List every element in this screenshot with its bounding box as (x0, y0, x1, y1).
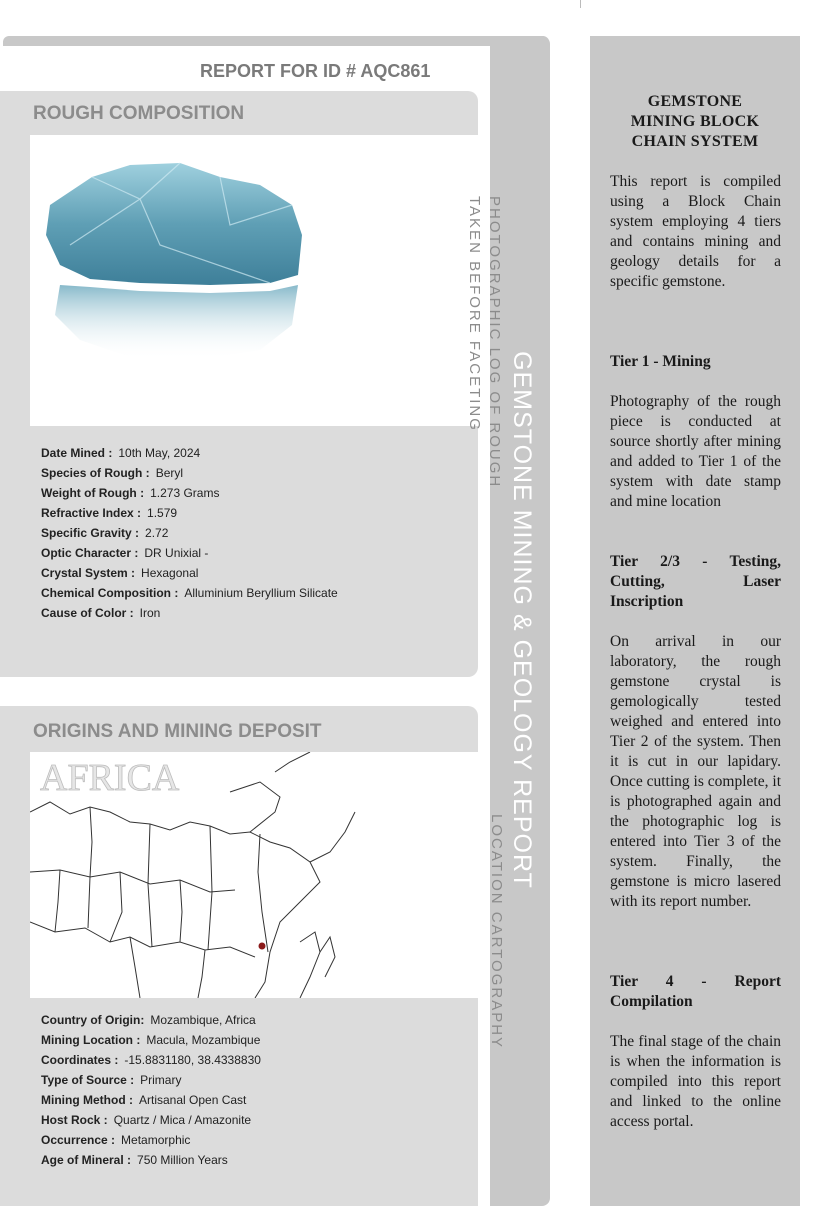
field-label: Cause of Color : (41, 606, 134, 620)
tier4-text: The final stage of the chain is when the information is compiled into this report and linked to the online access portal. (610, 1033, 781, 1130)
field-value: -15.8831180, 38.4338830 (124, 1053, 261, 1067)
field-label: Country of Origin: (41, 1013, 145, 1027)
field-label: Specific Gravity : (41, 526, 140, 540)
field-label: Mining Location : (41, 1033, 141, 1047)
tier23-text: On arrival in our laboratory, the rough gemstone crystal is gemologically tested weighed and entered into Tier 2 of the system. Then it is cut in our lapidary. Once cutting is complete, it is photographed again and the photographic log is entered into Tier 3 of the system. Finally, the gemstone is micro lasered with its report number. (610, 633, 781, 910)
field-value: Iron (139, 606, 161, 620)
origins-fields (41, 1010, 261, 1170)
field-row (41, 463, 338, 483)
map-caption: LOCATION CARTOGRAPHY (488, 814, 505, 1050)
top-divider (580, 0, 581, 8)
field-row (41, 543, 338, 563)
photo-caption (464, 196, 504, 488)
field-label: Crystal System : (41, 566, 136, 580)
location-marker-icon (259, 943, 266, 950)
origins-section (0, 706, 505, 1206)
field-row (41, 1130, 261, 1150)
tier1-heading: Tier 1 - Mining (610, 353, 711, 370)
field-value: 1.273 Grams (150, 486, 220, 500)
field-label: Coordinates : (41, 1053, 119, 1067)
header-bar (3, 36, 549, 46)
field-value: 750 Million Years (137, 1153, 228, 1167)
tier4-heading: Tier 4 - Report Compilation (610, 973, 781, 1010)
tier23-heading: Tier 2/3 - Testing, Cutting, Laser Inscription (610, 553, 781, 610)
field-value: Macula, Mozambique (146, 1033, 261, 1047)
field-row (41, 603, 338, 623)
rough-gem-photo (30, 135, 322, 426)
blockchain-info-panel (590, 36, 800, 1206)
field-label: Optic Character : (41, 546, 139, 560)
photo-caption-line-1: PHOTOGRAPHIC LOG OF ROUGH (486, 196, 503, 489)
field-value: Artisanal Open Cast (138, 1093, 247, 1107)
rough-fields (41, 443, 338, 623)
field-row (41, 1090, 261, 1110)
field-label: Refractive Index : (41, 506, 142, 520)
field-label: Occurrence : (41, 1133, 116, 1147)
field-label: Age of Mineral : (41, 1153, 132, 1167)
tier1-text: Photography of the rough piece is conducted at source shortly after mining and added to Tier 1 of the system with date stamp and mine location (610, 393, 781, 510)
field-label: Mining Method : (41, 1093, 133, 1107)
field-row (41, 563, 338, 583)
section-title: ORIGINS AND MINING DEPOSIT (33, 721, 322, 742)
field-row (41, 1010, 261, 1030)
field-value: 1.579 (147, 506, 178, 520)
field-row (41, 523, 338, 543)
field-label: Type of Source : (41, 1073, 135, 1087)
field-value: 10th May, 2024 (118, 446, 201, 460)
photo-caption-line-2: TAKEN BEFORE FACETING (466, 196, 483, 432)
field-row (41, 1110, 261, 1130)
field-label: Date Mined : (41, 446, 113, 460)
field-value: Mozambique, Africa (150, 1013, 256, 1027)
field-row (41, 1070, 261, 1090)
field-label: Species of Rough : (41, 466, 150, 480)
field-row (41, 443, 338, 463)
field-value: Alluminium Beryllium Silicate (184, 586, 338, 600)
panel-title: GEMSTONE MINING BLOCK CHAIN SYSTEM (630, 93, 760, 150)
section-title: ROUGH COMPOSITION (33, 103, 245, 124)
report-id: REPORT FOR ID # AQC861 (200, 61, 431, 81)
map-region-label: AFRICA (40, 757, 180, 799)
field-value: Hexagonal (141, 566, 199, 580)
field-row (41, 1150, 261, 1170)
field-value: Beryl (155, 466, 184, 480)
rough-composition-section (0, 91, 503, 677)
field-value: 2.72 (145, 526, 169, 540)
field-row (41, 583, 338, 603)
side-title: GEMSTONE MINING & GEOLOGY REPORT (508, 351, 536, 889)
field-label: Host Rock : (41, 1113, 108, 1127)
field-label: Weight of Rough : (41, 486, 145, 500)
field-value: DR Unixial - (144, 546, 209, 560)
field-label: Chemical Composition : (41, 586, 179, 600)
panel-intro: This report is compiled using a Block Chain system employing 4 tiers and contains mining and geology details for a specific gemstone. (610, 173, 781, 290)
field-row (41, 1050, 261, 1070)
field-value: Quartz / Mica / Amazonite (113, 1113, 252, 1127)
field-row (41, 483, 338, 503)
field-value: Primary (140, 1073, 182, 1087)
field-value: Metamorphic (121, 1133, 191, 1147)
field-row (41, 503, 338, 523)
field-row (41, 1030, 261, 1050)
location-map (30, 752, 366, 998)
